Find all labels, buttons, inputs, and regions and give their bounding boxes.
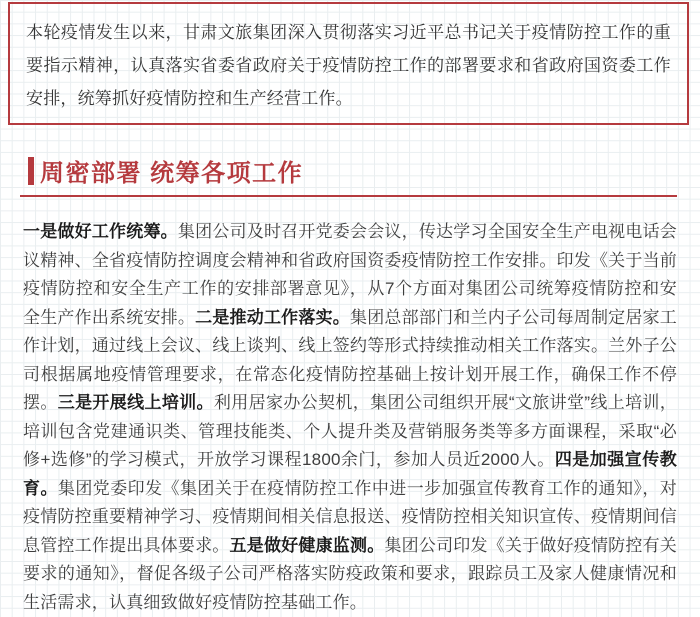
article-page — [0, 2, 700, 610]
body-segment-lead-3: 三是开展线上培训。 — [57, 393, 214, 412]
intro-text: 本轮疫情发生以来，甘肃文旅集团深入贯彻落实习近平总书记关于疫情防控工作的重要指示精神，认真落实省委省政府关于疫情防控工作的部署要求和省政府国资委工作安排，统筹抓好疫情防控和生产经营工作。 — [26, 23, 671, 108]
body-segment-lead-2: 二是推动工作落实。 — [195, 307, 351, 327]
article-body — [23, 218, 677, 617]
accent-bar — [28, 157, 34, 185]
body-segment-text-5: 集团公司印发《关于做好疫情防控有关要求的通知》，督促各级子公司严格落实防疫政策和要求，跟踪员工及家人健康情况和生活需求，认真细致做好疫情防控基础工作。 — [23, 535, 677, 612]
section-title-rule — [20, 195, 677, 197]
section-header — [28, 153, 700, 188]
body-segment-text-1: 集团公司及时召开党委会会议，传达学习全国安全生产电视电话会议精神、全省疫情防控调度会精神和省政府国资委疫情防控工作安排。印发《关于当前疫情防控和安全生产工作的安排部署意见》，从7个方面对集团公司统筹疫情防控和安全生产作出系统安排。 — [23, 222, 677, 327]
body-segment-text-4: 集团党委印发《集团关于在疫情防控工作中进一步加强宣传教育工作的通知》，对疫情防控重要精神学习、疫情期间相关信息报送、疫情防控相关知识宣传、疫情期间信息管控工作提出具体要求。 — [23, 478, 677, 555]
intro-callout-box — [8, 2, 689, 125]
body-segment-text-2: 集团总部部门和兰内子公司每周制定居家工作计划，通过线上会议、线上谈判、线上签约等形式持续推动相关工作落实。兰外子公司根据属地疫情管理要求，在常态化疫情防控基础上按计划开展工作，确保工作不停摆。 — [23, 307, 677, 412]
body-segment-lead-5: 五是做好健康监测。 — [229, 535, 385, 555]
body-segment-lead-4: 四是加强宣传教育。 — [23, 450, 677, 498]
body-segment-lead-1: 一是做好工作统筹。 — [23, 222, 178, 241]
body-segment-text-3: 利用居家办公契机，集团公司组织开展“文旅讲堂”线上培训，培训包含党建通识类、管理技能类、个人提升类及营销服务类等多方面课程，采取“必修+选修”的学习模式，开放学习课程1800余门，参加人员近2000人。 — [23, 393, 677, 469]
section-title: 周密部署 统筹各项工作 — [40, 160, 304, 187]
